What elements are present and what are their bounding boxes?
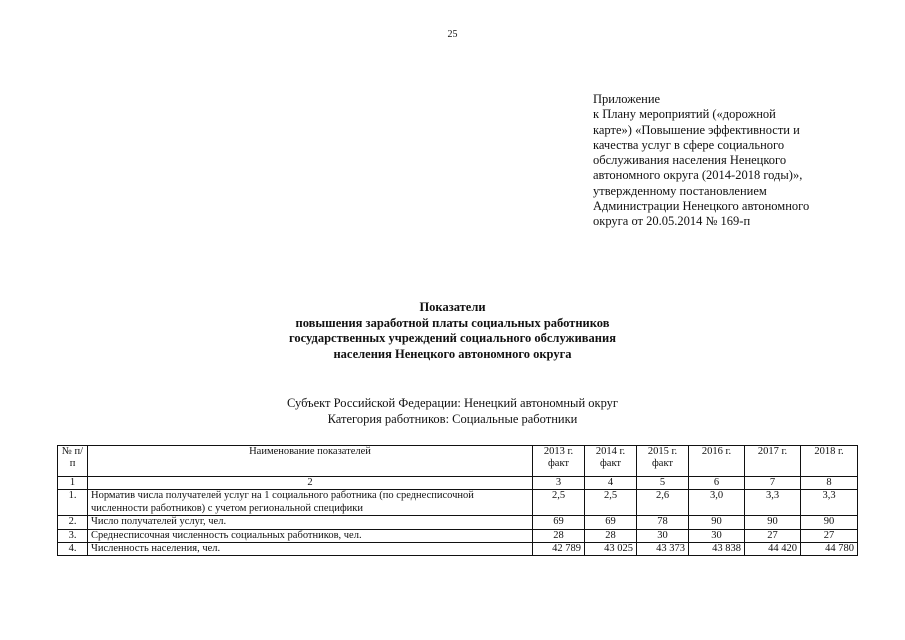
- row-value: 30: [637, 529, 689, 542]
- row-value: 3,0: [689, 490, 745, 516]
- header-year-2016: [689, 446, 745, 477]
- row-value: 3,3: [801, 490, 858, 516]
- header-num: № п/п: [58, 446, 88, 477]
- row-value: 44 420: [745, 543, 801, 556]
- row-number: 1.: [58, 490, 88, 516]
- subject-block: [0, 396, 905, 427]
- row-value: 90: [689, 516, 745, 529]
- column-number-row: [58, 477, 858, 490]
- row-value: 44 780: [801, 543, 858, 556]
- table-row: [58, 529, 858, 542]
- column-number: 4: [585, 477, 637, 490]
- row-value: 27: [801, 529, 858, 542]
- title-line: повышения заработной платы социальных работников: [295, 315, 610, 330]
- row-value: 42 789: [533, 543, 585, 556]
- row-value: 3,3: [745, 490, 801, 516]
- column-number: 5: [637, 477, 689, 490]
- appendix-line: Приложение: [593, 92, 661, 106]
- header-year: 2018 г.: [814, 446, 844, 457]
- header-year: 2014 г.: [595, 446, 626, 457]
- header-year: 2015 г.: [647, 446, 678, 457]
- row-value: 78: [637, 516, 689, 529]
- document-title: [0, 300, 905, 362]
- header-year-2018: [801, 446, 858, 477]
- row-name: Число получателей услуг, чел.: [88, 516, 533, 529]
- row-value: 27: [745, 529, 801, 542]
- table-header-row: [58, 446, 858, 477]
- row-value: 28: [533, 529, 585, 542]
- row-value: 90: [801, 516, 858, 529]
- column-number: 3: [533, 477, 585, 490]
- column-number: 7: [745, 477, 801, 490]
- row-name: Среднесписочная численность социальных работников, чел.: [88, 529, 533, 542]
- header-year: 2016 г.: [701, 446, 732, 457]
- appendix-line: качества услуг в сфере социального: [593, 137, 785, 152]
- row-value: 30: [689, 529, 745, 542]
- table-row: [58, 490, 858, 516]
- header-year: 2017 г.: [757, 446, 788, 457]
- row-number: 2.: [58, 516, 88, 529]
- category-line: Категория работников: Социальные работники: [327, 411, 578, 426]
- title-line: Показатели: [419, 300, 486, 314]
- subject-line: Субъект Российской Федерации: Ненецкий автономный округ: [286, 396, 619, 410]
- appendix-line: округа от 20.05.2014 № 169-п: [593, 214, 751, 229]
- header-note: факт: [547, 458, 569, 470]
- header-year-2013: [533, 446, 585, 477]
- row-value: 69: [585, 516, 637, 529]
- row-value: 2,5: [533, 490, 585, 516]
- header-name: Наименование показателей: [88, 446, 533, 477]
- row-value: 69: [533, 516, 585, 529]
- indicators-table: [57, 445, 858, 556]
- header-year-2015: [637, 446, 689, 477]
- appendix-line: утвержденному постановлением: [593, 183, 767, 198]
- page-number: 25: [447, 29, 458, 40]
- appendix-line: к Плану мероприятий («дорожной: [593, 107, 776, 122]
- row-value: 90: [745, 516, 801, 529]
- column-number: 1: [58, 477, 88, 490]
- header-note: факт: [599, 458, 621, 470]
- appendix-line: обслуживания населения Ненецкого: [593, 153, 787, 168]
- row-value: 43 025: [585, 543, 637, 556]
- column-number: 6: [689, 477, 745, 490]
- column-number: 8: [801, 477, 858, 490]
- title-line: населения Ненецкого автономного округа: [333, 346, 572, 361]
- column-number: 2: [88, 477, 533, 490]
- title-line: государственных учреждений социального обслуживания: [289, 331, 616, 345]
- row-name: Норматив числа получателей услуг на 1 социального работника (по среднесписочной численности работников) с учетом региональной специфики: [88, 490, 533, 516]
- header-year: 2013 г.: [543, 446, 574, 457]
- table-row: [58, 543, 858, 556]
- row-value: 43 838: [689, 543, 745, 556]
- appendix-line: автономного округа (2014-2018 годы)»,: [593, 168, 803, 183]
- row-value: 2,5: [585, 490, 637, 516]
- header-note: факт: [651, 458, 673, 470]
- header-year-2014: [585, 446, 637, 477]
- table-row: [58, 516, 858, 529]
- row-name: Численность населения, чел.: [88, 543, 533, 556]
- row-value: 2,6: [637, 490, 689, 516]
- appendix-line: карте») «Повышение эффективности и: [593, 122, 800, 137]
- row-value: 43 373: [637, 543, 689, 556]
- row-value: 28: [585, 529, 637, 542]
- appendix-note: [593, 92, 893, 230]
- row-number: 4.: [58, 543, 88, 556]
- header-year-2017: [745, 446, 801, 477]
- row-number: 3.: [58, 529, 88, 542]
- appendix-line: Администрации Ненецкого автономного: [593, 199, 810, 214]
